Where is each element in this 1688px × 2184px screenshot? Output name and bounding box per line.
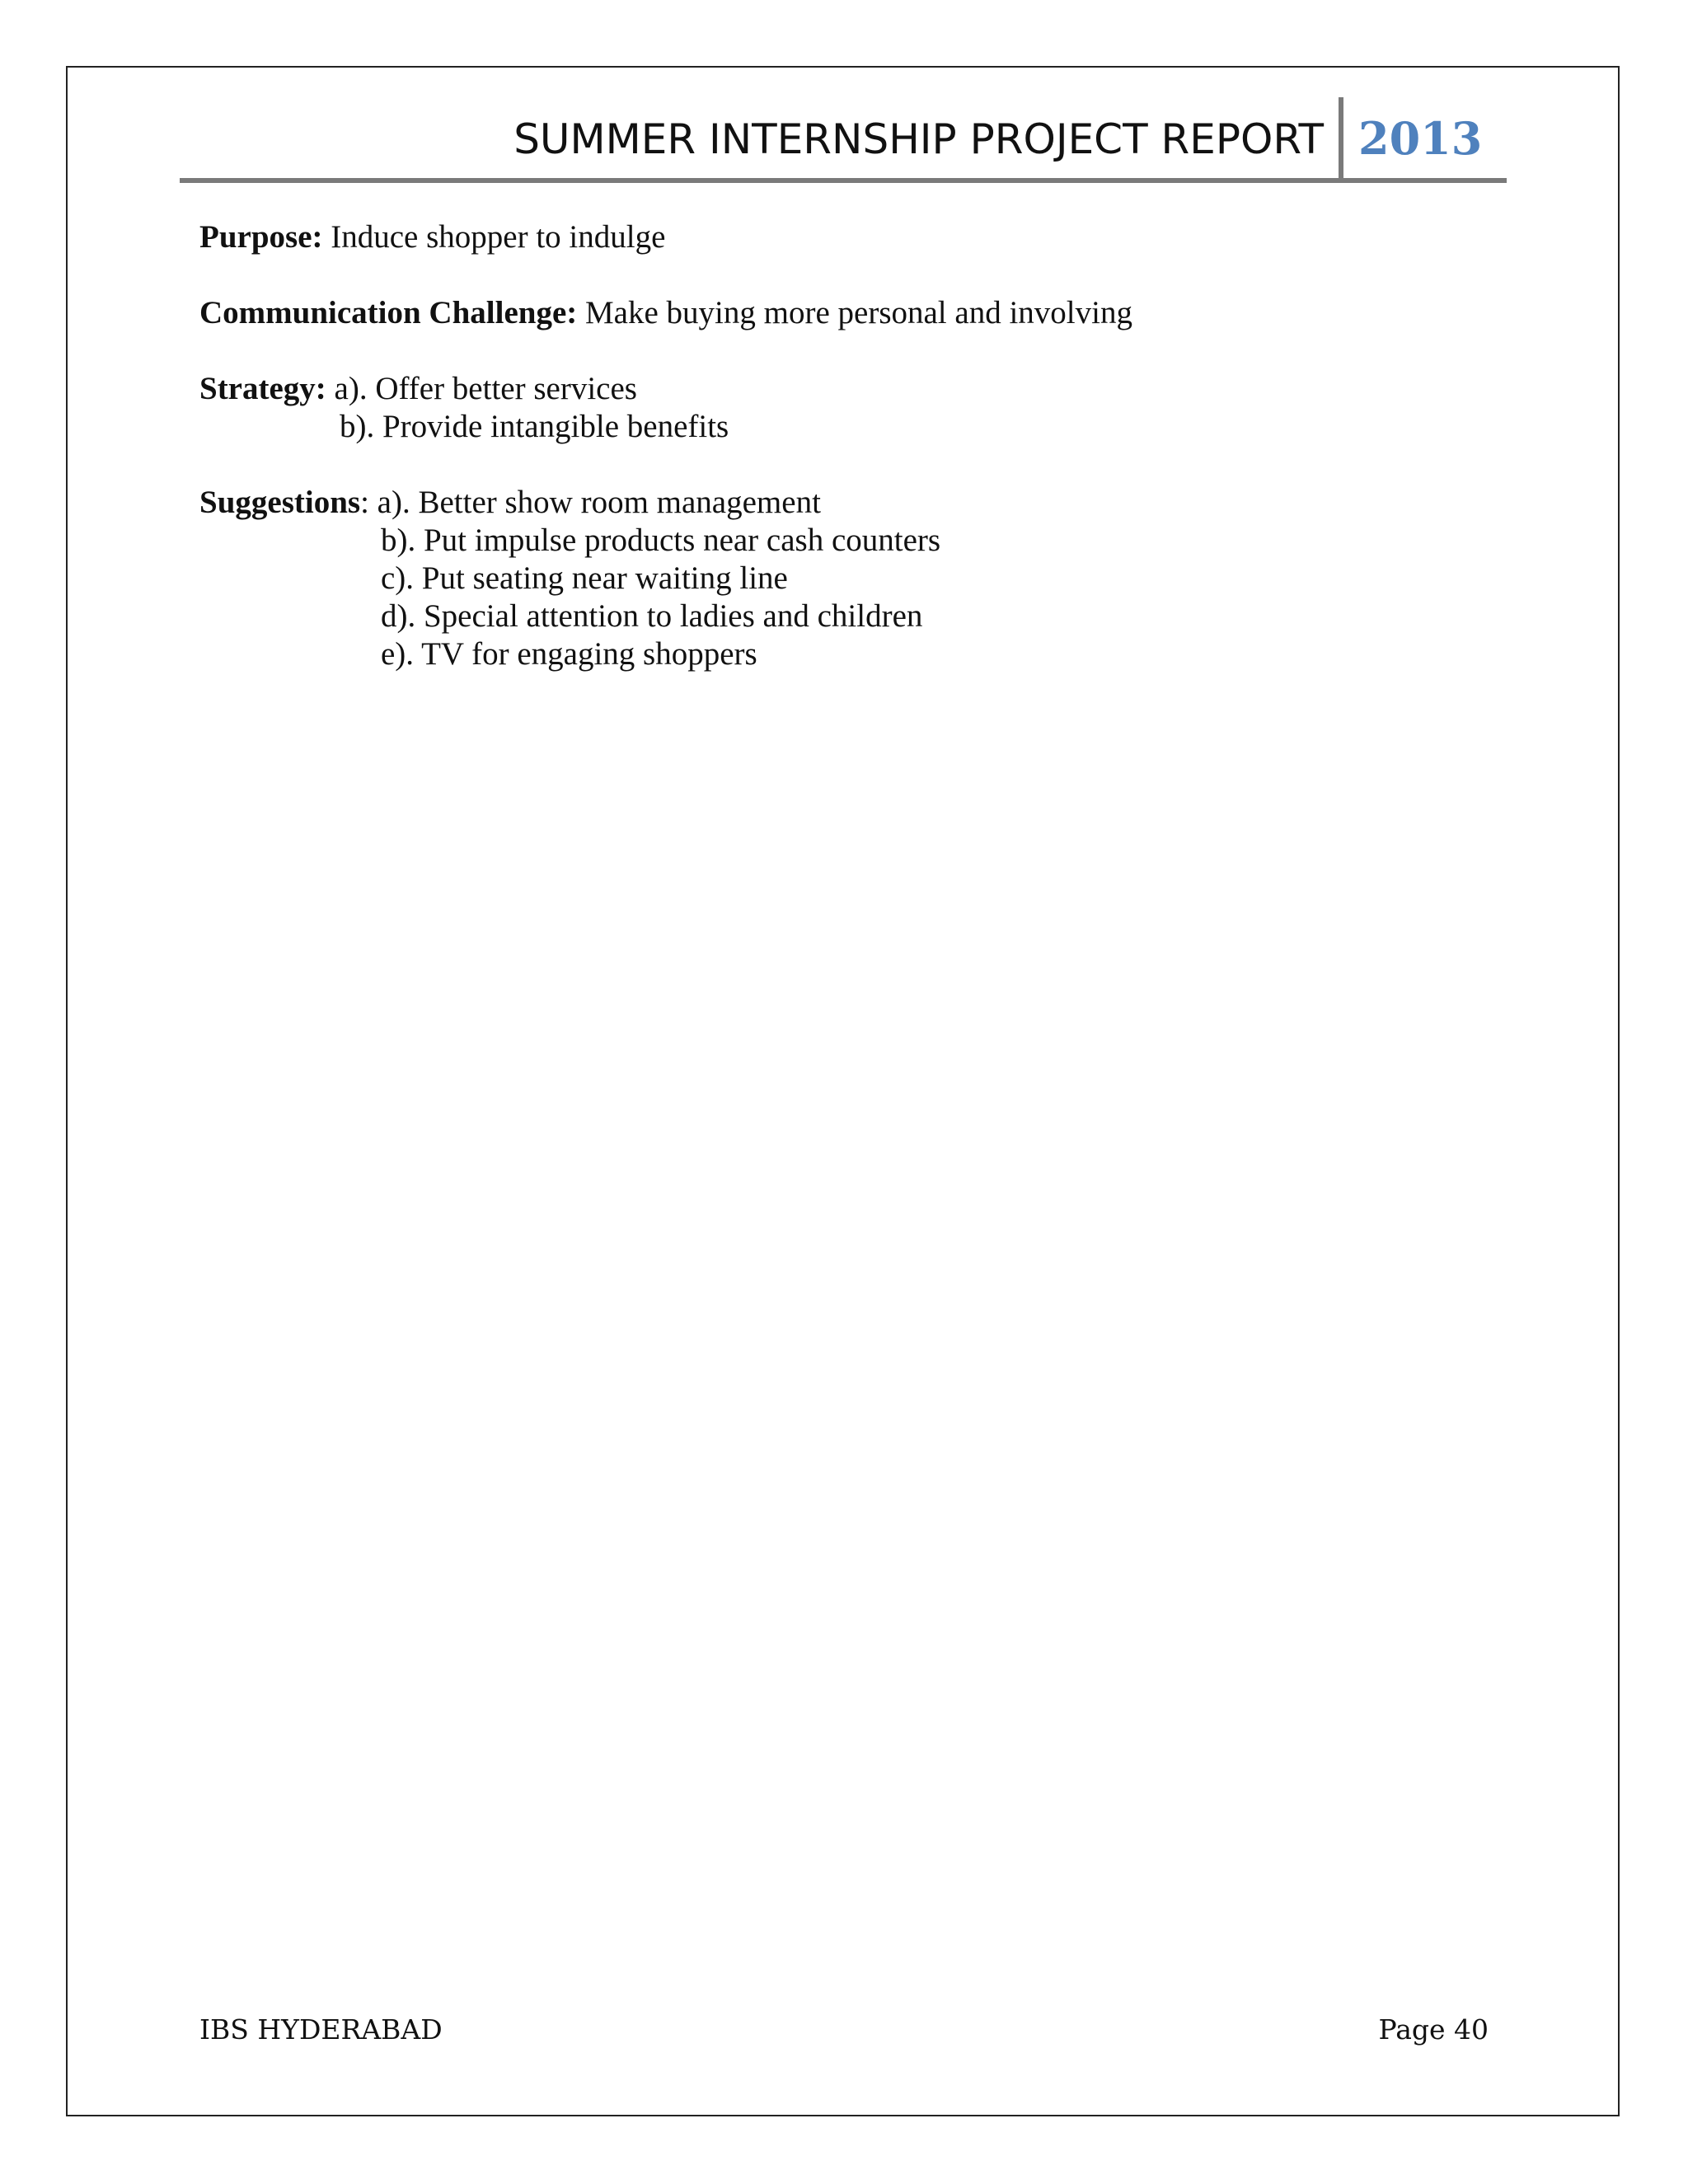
document-body [199, 218, 1132, 711]
strategy-item: b). Provide intangible benefits [340, 409, 729, 444]
suggestions-line-2 [199, 522, 1132, 560]
suggestions-label: Suggestions [199, 485, 361, 520]
communication-challenge-line [199, 294, 1132, 332]
suggestion-item: b). Put impulse products near cash counters [381, 523, 941, 558]
suggestions-line-5 [199, 635, 1132, 673]
strategy-item: a). Offer better services [334, 371, 637, 406]
strategy-label: Strategy: [199, 371, 326, 406]
purpose-line [199, 218, 1132, 256]
header-title: SUMMER INTERNSHIP PROJECT REPORT [513, 115, 1324, 163]
strategy-line-2 [199, 408, 1132, 446]
suggestion-item: c). Put seating near waiting line [381, 560, 788, 596]
footer-page-number: Page 40 [1378, 2013, 1489, 2046]
footer-institution: IBS HYDERABAD [199, 2013, 443, 2046]
communication-challenge-text: Make buying more personal and involving [577, 295, 1132, 330]
purpose-label: Purpose: [199, 219, 323, 255]
suggestions-line-4 [199, 598, 1132, 635]
strategy-section [199, 370, 1132, 446]
suggestions-section [199, 484, 1132, 673]
suggestions-line-3 [199, 560, 1132, 598]
suggestion-item: d). Special attention to ladies and children [381, 598, 923, 634]
page-header [180, 97, 1507, 183]
header-rule [180, 178, 1507, 183]
communication-challenge-label: Communication Challenge: [199, 295, 578, 330]
suggestion-item: e). TV for engaging shoppers [381, 636, 757, 672]
header-divider [1339, 97, 1343, 180]
header-year: 2013 [1358, 112, 1483, 165]
strategy-line-1 [199, 370, 1132, 408]
suggestions-line-1 [199, 484, 1132, 522]
suggestions-colon: : [360, 485, 377, 520]
suggestion-item: a). Better show room management [377, 485, 821, 520]
purpose-text: Induce shopper to indulge [322, 219, 666, 255]
